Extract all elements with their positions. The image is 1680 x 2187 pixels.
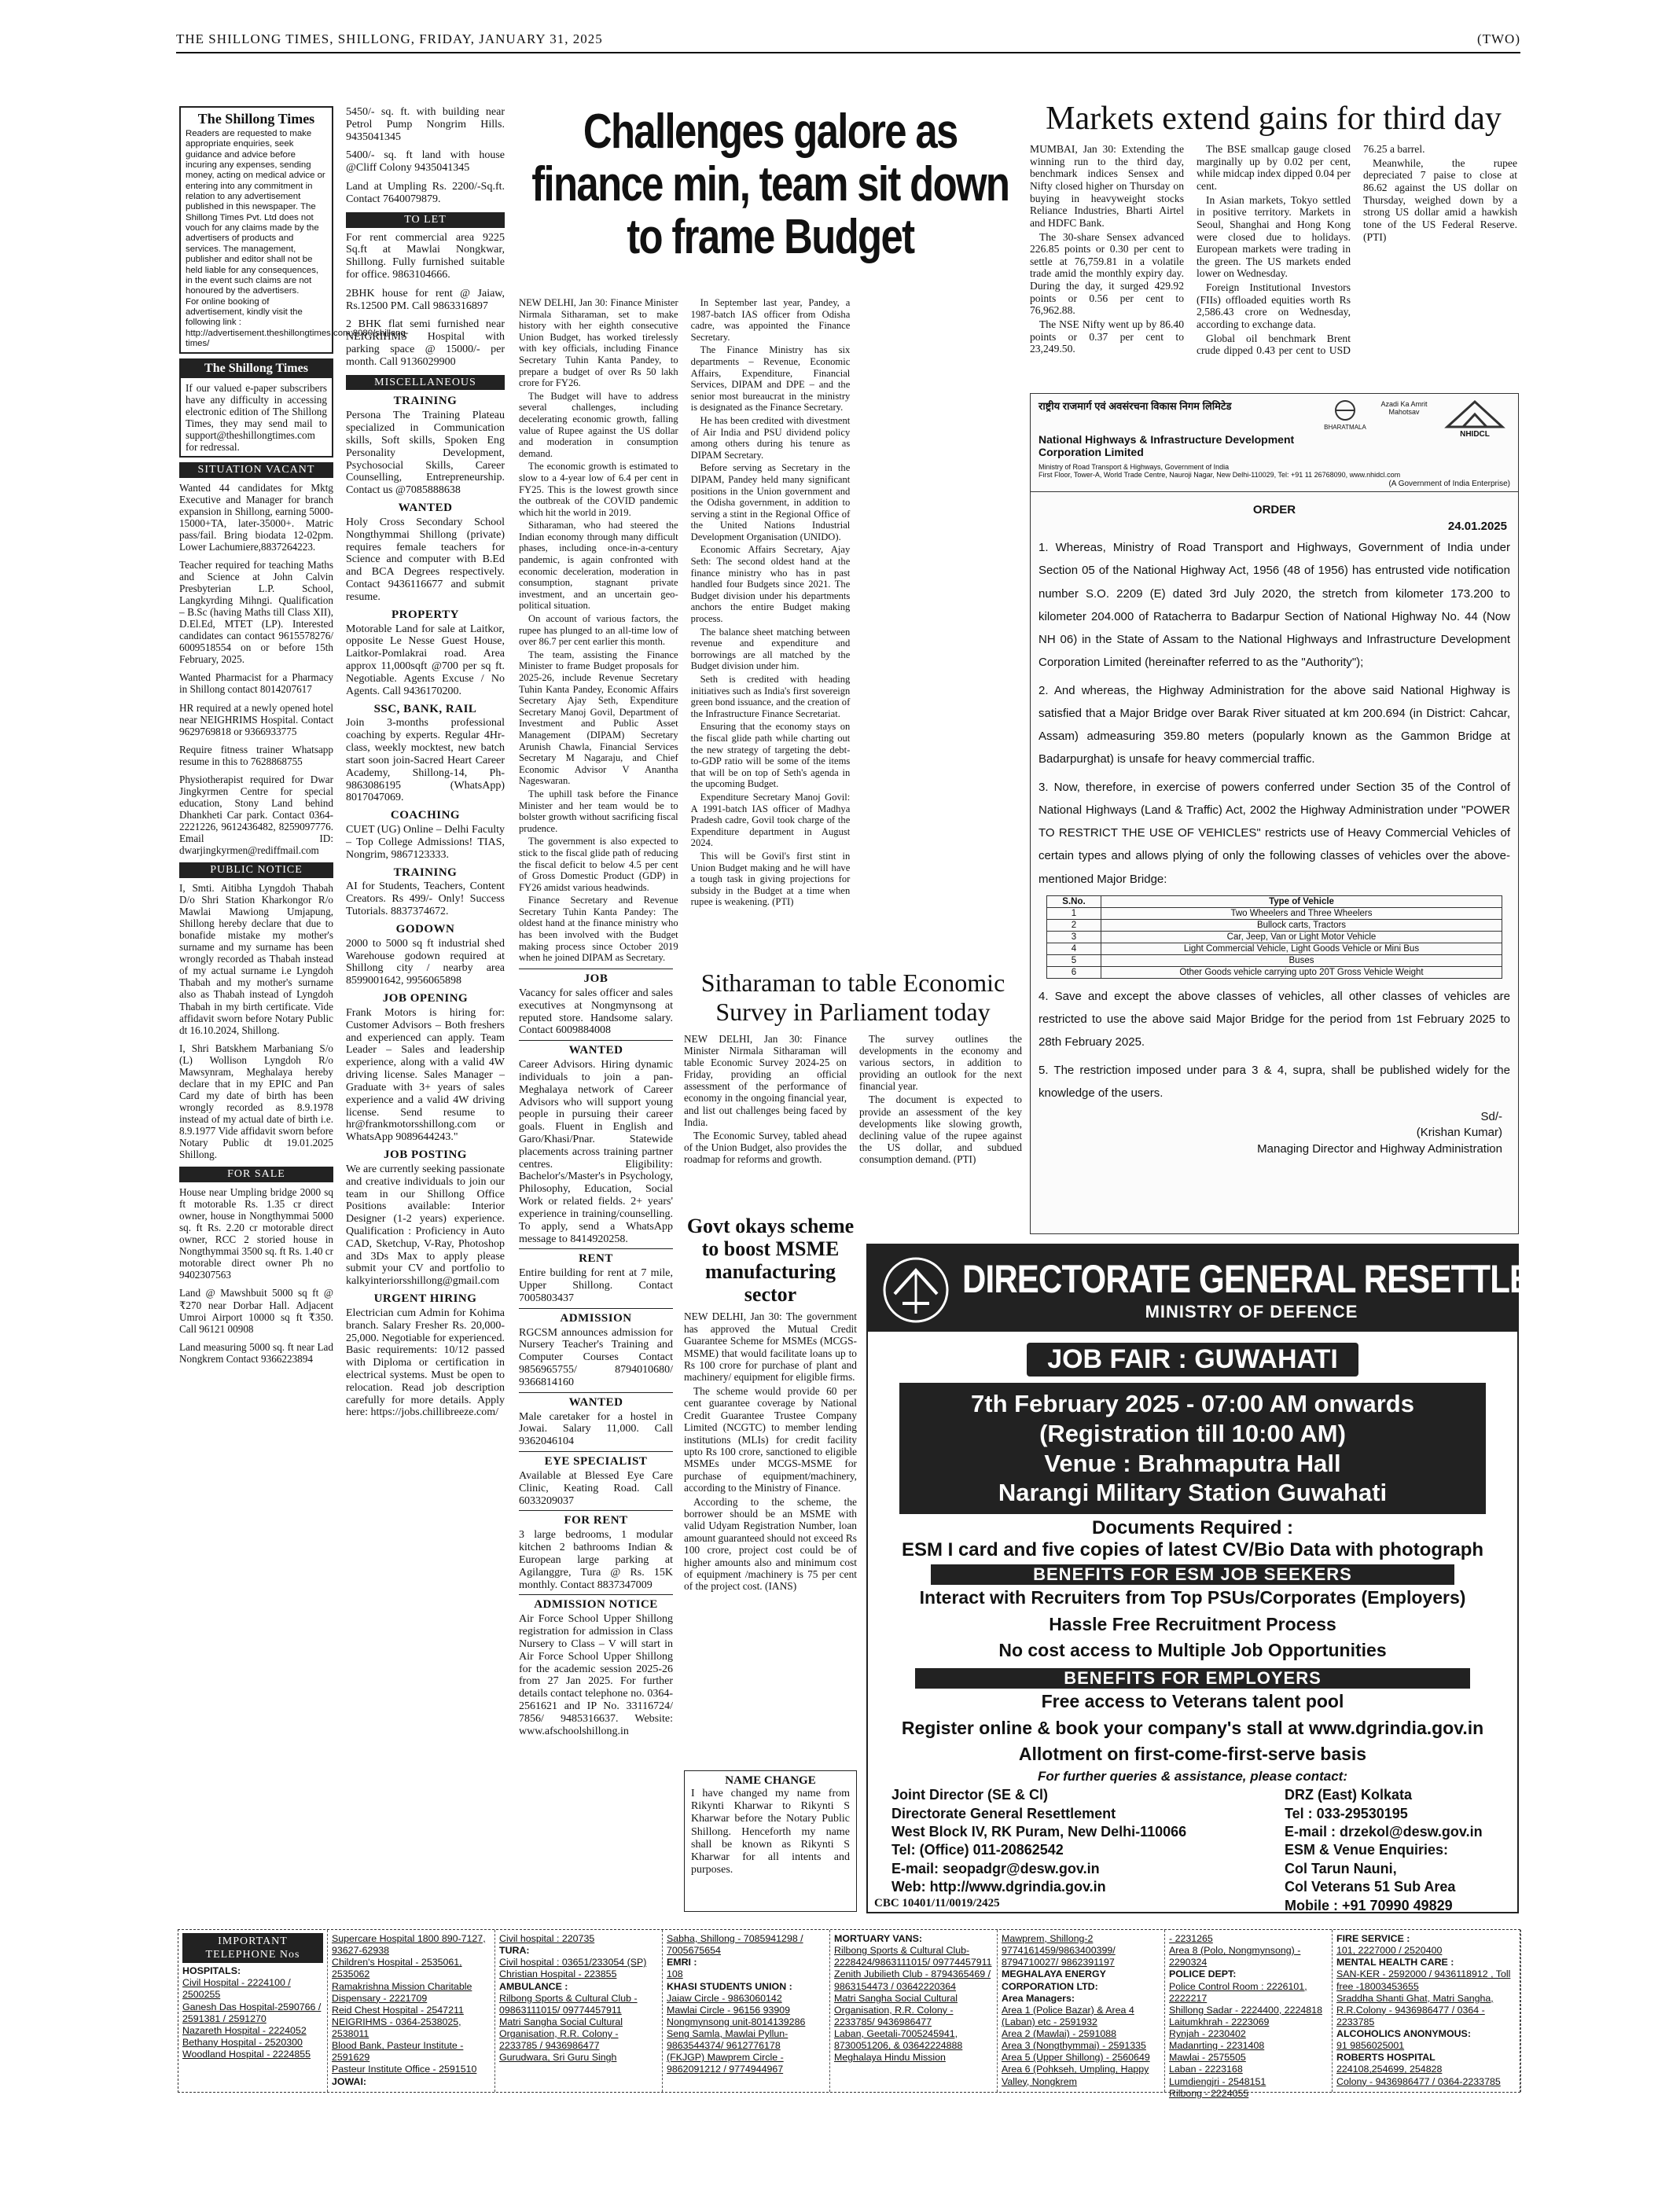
classified-ad: 2000 to 5000 sq ft industrial shed Warehouse godown required at Shillong city / nearby area 8599001642, 9956065898 [346, 937, 505, 987]
directory-entry: Area 3 (Nongthymmai) - 2591335 [1002, 2040, 1146, 2052]
classified-ad: CUET (UG) Online – Delhi Faculty – Top College Admissions! TIAS, Nongrim, 9867123333. [346, 824, 505, 861]
directory-entry: TURA: [499, 1945, 530, 1957]
row-number: 6 [1047, 966, 1101, 978]
directory-entry: Blood Bank, Pasteur Institute - 2591629 [332, 2040, 464, 2064]
classified-heading: SSC, BANK, RAIL [373, 702, 477, 715]
directory-entry: Lumdiengjri - 2548151 [1169, 2075, 1266, 2087]
order-date: 24.01.2025 [1447, 520, 1507, 533]
directory-entry: HOSPITALS: [182, 1965, 241, 1977]
article-paragraph: MUMBAI, Jan 30: Extending the winning run to the third day, benchmark indices Sensex and Nifty closed higher on Thursday on buying in heavyweight stocks Reliance Industries, Bharti Airtel and HDFC Bank. [1030, 143, 1184, 229]
msme-headline: Govt okays scheme to boost MSME manufacturing sector [686, 1215, 855, 1307]
directory-entry: Seng Samla, Mawlai Pyllun-9863544374/ 9612776178 [667, 2028, 789, 2052]
classified-box [519, 1308, 673, 1389]
classified-ad: Require fitness trainer Whatsapp resume in this to 7628868755 [179, 743, 333, 767]
list-item: Tel: (Office) 011-20862542 [891, 1842, 1064, 1858]
classified-ad: Electrician cum Admin for Kohima branch. Salary Fresher Rs. 20,000-25,000. Negotiable for experienced. Basic requirements: 10/12 passed with Diploma or certification in electrical systems. Must be open to relocation. Read job description carefully for more details. Apply here: https://jobs.chillibreeze.com/ [346, 1307, 505, 1419]
advertiser-notice-box [179, 106, 409, 354]
order-para-1: 1. Whereas, Ministry of Road Transport and Highways, Government of India under Section 05 of the National Highway Act, 1956 (48 of 1956) has entrusted vide notification number S.O. 2209 (E) dated 3rd July 2020, the stretch from kilometer 173.200 to kilometer 204.000 of Ratacherra to Badarpur Section of National Highway No. 44 (Now NH 06) in the State of Assam to the National Highways and Infrastructure Development Corporation Limited (hereinafter referred to as the "Authority"); [1039, 541, 1510, 670]
directory-column [328, 1930, 495, 2092]
classified-ad: For rent commercial area 9225 Sq.ft at Mawlai Nongkwar, Shillong. Fully furnished suitable for office. 9863104666. [346, 231, 505, 281]
signature-name: (Krishan Kumar) [1416, 1126, 1502, 1140]
classified-heading: TRAINING [393, 395, 458, 408]
job-fair-label: JOB FAIR : GUWAHATI [1027, 1343, 1358, 1377]
article-paragraph: The economic growth is estimated to slow to a 4-year low of 6.4 per cent in FY25. This is the lowest growth since the outbreak of the COVID pandemic which hit the world in 2019. [519, 461, 678, 518]
directory-entry: Mawprem, Shillong-2 9774161459/9863400399/ 8794710027/ 9862391197 [1002, 1933, 1116, 1968]
directory-entry: Area Managers: [1002, 1992, 1075, 2004]
vehicle-type: Buses [1101, 954, 1502, 966]
classified-ad: Air Force School Upper Shillong registration for admission in Class Nursery to Class – V will start in Air Force School Upper Shillong for the academic session 2025-26 from 27 Jan 2025. For further details contact telephone no. 0364-2561621 and IP No. 33116724/ 7856/ 9485316637. Website: www.afschoolshillong.in [519, 1613, 673, 1737]
directory-entry: Area 8 (Polo, Nongmynsong) - 2290324 [1169, 1945, 1301, 1968]
enterprise-tag: (A Government of India Enterprise) [1388, 480, 1510, 488]
epaper-body: If our valued e-paper subscribers have any difficulty in accessing electronic edition of The Shillong Times, they may send mail to support@theshillongtimes.com for redressal. [186, 381, 327, 453]
list-item: Allotment on first-come-first-serve basis [1018, 1743, 1367, 1764]
directory-entry: Matri Sangha Social Cultural Organisation, R.R. Colony - 2233785/ 9436986477 [834, 1992, 958, 2027]
miscellaneous-heading: MISCELLANEOUS [346, 375, 505, 391]
classified-ad: Entire building for rent at 7 mile, Upper Shillong. Contact 7005803437 [519, 1267, 673, 1304]
row-number: 2 [1047, 919, 1101, 931]
contact-left [891, 1786, 1237, 1896]
directory-entry: 108 [667, 1968, 683, 1980]
order-para-3: 3. Now, therefore, in exercise of powers conferred under Section 35 of the Control of National Highways (Land & Traffic) Act, 2002 the Highway Administration under "POWER TO RESTRICT THE USE OF VEHICLES" restricts use of Heavy Commercial Vehicles of certain types and allows plying of only the following classes of vehicles over the above-mentioned Major Bridge: [1039, 780, 1510, 886]
survey-headline: Sitharaman to table Economic Survey in Parliament today [700, 969, 1005, 1026]
directory-entry: Woodland Hospital - 2224855 [182, 2049, 311, 2060]
telephone-directory [178, 1929, 1520, 2099]
classified-box [519, 969, 673, 1037]
directory-entry: Rilbong Sports & Cultural Club-2228424/9863111015/ 09774457911 [834, 1945, 992, 1968]
event-registration: (Registration till 10:00 AM) [1039, 1419, 1346, 1447]
directory-entry: Civil Hospital - 2224100 / 2500255 [182, 1977, 291, 2001]
list-item: Col Tarun Nauni, [1285, 1860, 1397, 1876]
row-number: 3 [1047, 931, 1101, 943]
directory-entry: Civil hospital : 220735 [499, 1933, 595, 1944]
directory-entry: 91 9856025001 [1336, 2040, 1405, 2052]
event-details-box [899, 1383, 1486, 1514]
article-paragraph: Ensuring that the economy stays on the fiscal glide path while charting out the new strategy of targeting the debt-to-GDP ratio will be some of the items that will be on top of Seth's agenda in the upcoming Budget. [690, 721, 851, 790]
list-item: Col Veterans 51 Sub Area [1285, 1879, 1456, 1895]
miscellaneous-listings [346, 395, 505, 1419]
event-date: 7th February 2025 - 07:00 AM onwards [971, 1390, 1414, 1417]
survey-body [684, 1033, 1022, 1182]
lead-headline-box [519, 106, 1022, 283]
sidebar-classifieds [179, 462, 333, 1365]
name-change-text: I have changed my name from Rikynti Kharwar to Rikynti S Kharwar before the Notary Public Shillong. Henceforth my name shall be known as Rikynti S Kharwar for all intents and purposes. [691, 1788, 850, 1876]
classified-heading: PROPERTY [392, 608, 459, 621]
order-signature [1031, 1109, 1502, 1157]
directory-entry: Children's Hospital - 2535061, 2535062 [332, 1957, 462, 1980]
msme-article [684, 1215, 857, 1745]
article-paragraph: Sitharaman, who had steered the Indian economy through many difficult phases, including once-in-a-century pandemic, is again confronted with economic deceleration, moderation in consumption, stagnant private investment, and an uncertain geo-political situation. [519, 520, 678, 612]
classified-heading: GODOWN [395, 922, 455, 935]
classified-heading: WANTED [568, 1044, 623, 1057]
classified-heading: TRAINING [393, 866, 458, 879]
directory-entry: MEGHALAYA ENERGY CORPORATION LTD: [1002, 1968, 1106, 1992]
directory-title: IMPORTANT TELEPHONE Nos [182, 1933, 323, 1963]
directory-entry: Jaiaw Circle - 9863060142 [667, 1992, 782, 2004]
epaper-notice-box [179, 358, 333, 458]
nhidcl-order-notice [1030, 393, 1519, 1234]
article-paragraph: Economic Affairs Secretary, Ajay Seth: The second oldest hand at the finance ministry who has in past handled four Budgets since 2021. The Budget division under his departments anchors the entire Budget making process. [690, 544, 851, 625]
classified-heading: COACHING [390, 809, 461, 822]
list-item: Web: http://www.dgrindia.gov.in [891, 1879, 1106, 1895]
list-item: No cost access to Multiple Job Opportunities [998, 1639, 1387, 1660]
classified-ad: Land measuring 5000 sq. ft near Lad Nongkrem Contact 9366223894 [179, 1340, 333, 1365]
directory-entry: Rynjah - 2230402 [1169, 2028, 1246, 2039]
classified-ad: 2BHK house for rent @ Jaiaw, Rs.12500 PM. Call 9863316897 [346, 287, 505, 312]
directory-entry: Area 2 (Mawlai) - 2591088 [1002, 2028, 1117, 2039]
classified-ad: Join 3-months professional coaching by experts. Regular 4Hr-class, weekly mocktest, new batch start soon join-Sacred Heart Career Academy, Shillong-14, Ph-9863086195 (WhatsApp) 8017047069. [346, 717, 505, 804]
article-paragraph: The survey outlines the developments in the economy and various sectors, in addition to providing an outlook for the next financial year. [859, 1032, 1022, 1093]
article-paragraph: Finance Secretary and Revenue Secretary Tuhin Kanta Pandey: The oldest hand at the finance ministry who has been involved with the Budget making process since October 2019 when he joined DIPAM as Secretary. [519, 895, 678, 964]
classified-ad: House near Umpling bridge 2000 sq ft motorable Rs. 1.35 cr direct owner, house in Nongthymmai 5000 sq. ft Rs. 2.20 cr motorable direct owner, RCC 2 storied house in Nongthymmai 3500 sq. ft Rs. 1.40 cr motorable direct owner Ph no 9402307563 [179, 1186, 333, 1281]
section-heading: SITUATION VACANT [179, 462, 333, 478]
row-number: 4 [1047, 943, 1101, 954]
table-header-sno: S.No. [1047, 895, 1101, 907]
markets-body [1030, 143, 1517, 367]
directory-entry: AMBULANCE : [499, 1980, 568, 1992]
org-address: First Floor, Tower-A, World Trade Centre, Nauroji Nagar, New Delhi-110029, Tel: +91 11 26768090, www.nhidcl.com [1039, 471, 1401, 479]
list-item: ESM & Venue Enquiries: [1285, 1842, 1449, 1858]
article-paragraph: The NSE Nifty went up by 86.40 points or 0.37 per cent to 23,249.50. [1030, 318, 1184, 355]
article-paragraph: The government is also expected to stick to the fiscal glide path of reducing the fiscal deficit to below 4.5 per cent of Gross Domestic Product (GDP) in FY26 amidst various headwinds. [519, 836, 678, 893]
classified-box [519, 1510, 673, 1591]
classified-heading: JOB POSTING [384, 1148, 467, 1161]
directory-entry: EMRI : [667, 1957, 697, 1968]
list-item: Directorate General Resettlement [891, 1805, 1116, 1821]
sidebar-column [179, 106, 409, 1365]
directory-entry: Ganesh Das Hospital-2590766 / 2591381 / 2591270 [182, 2001, 322, 2024]
classified-ad: Land @ Mawshbuit 5000 sq ft @ ₹270 near Dorbar Hall. Adjacent Umroi Airport 10000 sq ft ₹350. Call 96121 00908 [179, 1287, 333, 1335]
directory-column [998, 1930, 1165, 2092]
vehicle-type: Bullock carts, Tractors [1101, 919, 1502, 931]
org-name: National Highways & Infrastructure Development Corporation Limited [1039, 433, 1295, 458]
directory-entry: Area 1 (Police Bazar) & Area 4 (Laban) etc - 2591932 [1002, 2004, 1134, 2027]
directory-entry: MORTUARY VANS: [834, 1933, 922, 1944]
classified-heading: RENT [579, 1252, 613, 1266]
directory-entry: Colony - 9436986477 / 0364-2233785 [1336, 2075, 1501, 2087]
signature-designation: Managing Director and Highway Administration [1257, 1141, 1502, 1156]
article-paragraph: Expenditure Secretary Manoj Govil: A 1991-batch IAS officer of Madhya Pradesh cadre, Govil took charge of the Expenditure department in August 2024. [690, 791, 851, 849]
article-paragraph: Before serving as Secretary in the DIPAM, Pandey held many significant positions in the Union government and the Odisha government, in addition to serving a stint in the Regional Office of the United Nations Industrial Development Organisation (UNIDO). [690, 462, 851, 542]
article-paragraph: According to the scheme, the borrower should be an MSME with valid Udyam Registration Number, loan amount guaranteed should not exceed Rs 100 crore, project cost could be of higher amounts also and minimum cost of equipment /machinery is 75 per cent of the project cost. (IANS) [684, 1495, 857, 1593]
article-paragraph: The balance sheet matching between revenue and expenditure and borrowings are all matched by the Budget division under him. [690, 626, 851, 672]
classified-heading: ADMISSION [560, 1311, 632, 1325]
to-let-heading: TO LET [346, 212, 505, 228]
directory-entry: ROBERTS HOSPITAL [1336, 2052, 1436, 2064]
directory-entry: Madanrting - 2231408 [1169, 2040, 1265, 2052]
article-paragraph: This will be Govil's first stint in Union Budget making and he will have a tough task in giving projections for subsidy in the Budget at a time when rupee is weakening. (PTI) [690, 850, 851, 908]
nhidcl-logo: NHIDCL [1439, 399, 1510, 439]
directory-entry: Sabha, Shillong - 7085941298 / 7005675654 [667, 1933, 803, 1957]
directory-entry: Matri Sangha Social Cultural Organisation, R.R. Colony - 2233785 / 9436986477 [499, 2016, 623, 2052]
classified-ad: 5450/- sq. ft. with building near Petrol Pump Nongrim Hills. 9435041345 [346, 106, 505, 143]
dgr-job-fair-ad [866, 1244, 1622, 1913]
directory-entry: Mawlai - 2575505 [1169, 2052, 1246, 2064]
article-paragraph: NEW DELHI, Jan 30: Finance Minister Nirmala Sitharaman, set to make history with her eighth consecutive Union Budget, has worked tirelessly with key officials, including Finance Secretary Tuhin Kanta Pandey, to prepare a budget of over Rs 50 lakh crore for FY26. [519, 297, 678, 389]
list-item: Register online & book your company's stall at www.dgrindia.gov.in [901, 1717, 1484, 1738]
article-paragraph: The BSE smallcap gauge closed marginally up by 0.02 per cent, while midcap index dipped 0.04 per cent. [1197, 143, 1351, 193]
markets-headline: Markets extend gains for third day [1046, 101, 1502, 137]
directory-entry: FIRE SERVICE : [1336, 1933, 1410, 1944]
classified-ad: Vacancy for sales officer and sales executives at Nongmynsong at reputed store. Handsome salary. Contact 6009884008 [519, 987, 673, 1037]
order-para-4: 4. Save and except the above classes of vehicles, all other classes of vehicles are restricted to use the above said Major Bridge for the period from 1st February 2025 to 28th February 2025. [1039, 989, 1510, 1049]
article-paragraph: The 30-share Sensex advanced 226.85 points or 0.30 per cent to settle at 76,759.81 in a volatile trade amid the monthly expiry day. During the day, it surged 429.92 points or 0.56 per cent to 76,962.88. [1030, 230, 1184, 317]
list-item: West Block IV, RK Puram, New Delhi-110066 [891, 1824, 1187, 1840]
directory-entry: 101, 2227000 / 2520400 [1336, 1945, 1443, 1957]
classified-ad: Wanted Pharmacist for a Pharmacy in Shillong contact 8014207617 [179, 671, 333, 696]
vehicle-type: Light Commercial Vehicle, Light Goods Vehicle or Mini Bus [1101, 943, 1502, 954]
lower-classifieds-column [519, 969, 673, 1912]
table-row [1047, 954, 1502, 966]
lead-article-body [519, 297, 1022, 964]
directory-entry: 224108,254699, 254828 [1336, 2064, 1443, 2075]
article-paragraph: The Finance Ministry has six departments – Revenue, Economic Affairs, Expenditure, Financial Services, DIPAM and DPE – and the senior most bureaucrat in the ministry is designated as the Finance Secretary. [690, 344, 851, 414]
vehicle-class-table [1046, 895, 1502, 979]
classified-ad: Frank Motors is hiring for: Customer Advisors – Both freshers and experienced can apply. Team Leader – Sales and leadership experience, along with a valid 4W driving license. Sales Manager – Graduate with 3+ years of sales experience and a valid 4W driving license. Send resume to hr@frankmotorsshillong.com or WhatsApp 9089644243." [346, 1007, 505, 1144]
directory-entry: Ramakrishna Mission Charitable Dispensary - 2221709 [332, 1980, 472, 2004]
directory-entry: Rilbong - 2224055 [1169, 2087, 1249, 2099]
article-paragraph: Seth is credited with heading initiatives such as India's first sovereign green bond issuance, and the creation of the Infrastructure Finance Secretariat. [690, 674, 851, 719]
classified-ad: 5400/- sq. ft land with house @Cliff Colony 9435041345 [346, 149, 505, 175]
classified-ad: Available at Blessed Eye Care Clinic, Keating Road. Call 6033209037 [519, 1470, 673, 1507]
table-row [1047, 966, 1502, 978]
table-row [1047, 919, 1502, 931]
documents-title: Documents Required : [1091, 1517, 1294, 1539]
classified-ad: RGCSM announces admission for Nursery Teacher's Training and Computer Courses Contact 9856965755/ 8794010680/ 9366814160 [519, 1326, 673, 1388]
classified-ad: Motorable Land for sale at Laitkor, opposite Le Nesse Guest House, Laitkor-Pomlakrai road. Area approx 11,000sqft @700 per sq ft. Negotiable. Agents Excuse / No Agents. Call 9436170200. [346, 623, 505, 697]
directory-column [663, 1930, 830, 2092]
org-ministry: Ministry of Road Transport & Highways, Government of India [1039, 463, 1230, 471]
name-change-box [684, 1770, 857, 1912]
directory-entry: Area 6 (Pohkseh, Umpling, Happy Valley, Nongkrem [1002, 2064, 1149, 2087]
list-item: Free access to Veterans talent pool [1041, 1691, 1344, 1712]
section-heading: FOR SALE [179, 1167, 333, 1182]
classified-heading: WANTED [398, 502, 453, 515]
directory-entry: ALCOHOLICS ANONYMOUS: [1336, 2028, 1471, 2039]
name-change-title: NAME CHANGE [725, 1774, 816, 1787]
article-paragraph: The document is expected to provide an assessment of the key developments like slowing growth, declining value of the rupee against the US dollar, and subdued consumption demand. (PTI) [859, 1094, 1022, 1166]
contact-right [1285, 1786, 1513, 1915]
classified-ad: HR required at a newly opened hotel near NEIGHRIMS Hospital. Contact 9629769818 or 9366933775 [179, 701, 333, 737]
classified-ad: Land at Umpling Rs. 2200/-Sq.ft. Contact 7640079879. [346, 181, 505, 205]
article-paragraph: Global oil benchmark Brent crude dipped 0.43 per cent to USD 76.25 a barrel. [1197, 143, 1425, 357]
row-number: 5 [1047, 954, 1101, 966]
article-paragraph: In Asian markets, Tokyo settled in positive territory. Markets in Seoul, Shanghai and Hong Kong were closed due to holidays. European markets were trading in the green. The US markets ended lower on Wednesday. [1197, 193, 1351, 280]
seekers-heading: BENEFITS FOR ESM JOB SEEKERS [931, 1564, 1454, 1585]
event-venue: Venue : Brahmaputra Hall [1044, 1449, 1341, 1477]
classified-ad: AI for Students, Teachers, Content Creators. Rs 499/- Only! Success Tutorials. 8837374672. [346, 880, 505, 918]
directory-entry: POLICE DEPT: [1169, 1968, 1237, 1980]
list-item: Hassle Free Recruitment Process [1049, 1613, 1336, 1634]
order-title: ORDER [1252, 503, 1296, 516]
order-para-5: 5. The restriction imposed under para 3 & 4, supra, shall be published widely for the knowledge of the users. [1039, 1063, 1510, 1100]
classified-ad: 2 BHK flat semi furnished near NEIGRIHMS Hospital with parking space @ 15000/- per month. Call 9136029900 [346, 318, 505, 368]
table-row [1047, 907, 1502, 919]
classified-ad: I, Shri Batskhem Marbaniang S/o (L) Wollison Lyngdoh R/o Mawsynram, Meghalaya hereby declare that in my EPIC and Pan Card my date of birth has been wrongly recorded as 8.9.1978 instead of my actual date of birth i.e. 8.9.1977 Vide affidavit sworn before Notary Public dt 19.01.2025 Shillong. [179, 1042, 333, 1161]
row-number: 1 [1047, 907, 1101, 919]
directory-entry: MENTAL HEALTH CARE : [1336, 1957, 1454, 1968]
dgr-title: DIRECTORATE GENERAL RESETTLEMENT [962, 1257, 1622, 1301]
classified-box [519, 1248, 673, 1304]
list-item: E-mail: seopadgr@desw.gov.in [891, 1860, 1100, 1876]
article-paragraph: He has been credited with divestment of Air India and PSU dividend policy among others during his tenure as DIPAM Secretary. [690, 414, 851, 461]
employers-heading: BENEFITS FOR EMPLOYERS [915, 1668, 1470, 1689]
classified-ad: Wanted 44 candidates for Mktg Executive and Manager for branch expansion in Shillong, earning 5000-15000+TA, later-35000+. Matric pass/fail. Bring biodata 12-02pm. Lower Lachumiere,8837264223. [179, 481, 333, 553]
dgr-banner [868, 1245, 1622, 1332]
article-paragraph: NEW DELHI, Jan 30: The government has approved the Mutual Credit Guarantee Scheme for MSMEs (MCGS-MSME) that would facilitate loans up to Rs 100 crore for purchase of plant and machinery/ equipment for eligible firms. [684, 1310, 857, 1384]
page-header [176, 31, 1520, 47]
directory-entry: Police Control Room : 2226101, 2222217 [1169, 1980, 1307, 2004]
masthead-text: THE SHILLONG TIMES, SHILLONG, FRIDAY, JANUARY 31, 2025 [176, 31, 603, 46]
survey-article [684, 969, 1022, 1204]
azadi-logo: Azadi Ka Amrit Mahotsav [1380, 400, 1428, 416]
employers-benefits [868, 1689, 1517, 1767]
classified-ad: I, Smti. Aitibha Lyngdoh Thabah D/o Shri Station Kharkongor R/o Mawlai Mawiong Umjapung, Shillong hereby declare that due to bonafide mistake my mother's surname and my surname has been wrongly recorded as Thabah instead of my actual surname i.e Lyngdoh Thabah and my mother's surname also as Thabah instead of Lyngdoh Thabah in my birth certificate. Vide affidavit sworn before Notary Public dt 16.10.2024, Shillong. [179, 882, 333, 1036]
dgr-subtitle: MINISTRY OF DEFENCE [1145, 1302, 1358, 1321]
list-item: Joint Director (SE & Cl) [891, 1787, 1049, 1803]
defence-emblem-icon [879, 1255, 954, 1325]
msme-body [684, 1310, 857, 1592]
header-rule [176, 52, 1520, 53]
classified-heading: WANTED [568, 1395, 623, 1409]
seekers-benefits [868, 1585, 1517, 1663]
directory-entry: JOWAI: [332, 2075, 367, 2087]
classified-heading: FOR RENT [564, 1514, 628, 1527]
order-para-2: 2. And whereas, the Highway Administration for the above said National Highway is satisfied that a Major Bridge over Barak River situated at km 200.694 (in District: Cahcar, Assam) admeasuring 359.80 meters (popularly known as the Gammon Bridge at Badarpurghat) is unsafe for heavy commercial traffic. [1039, 683, 1510, 766]
article-paragraph: The Economic Survey, tabled ahead of the Union Budget, also provides the roadmap for reforms and growth. [684, 1129, 847, 1166]
classified-ad: Career Advisors. Hiring dynamic individuals to join a pan-Meghalaya network of Career Advisors who will support young people in pursuing their career goals. Fluent in English and Garo/Khasi/Pnar. Statewide placements across training partner centres. Eligibility: Bachelor's/Master's in Psychology, Philosophy, Education, Social Work or related fields. 2+ years' experience in training/counselling. To apply, send a WhatsApp message to 8414920258. [519, 1059, 673, 1245]
directory-entry: Zenith Jubilieth Club - 8794365469 / 9863154473 / 03642220364 [834, 1968, 991, 1992]
classified-heading: JOB [583, 972, 608, 985]
directory-entry: SAN-KER - 2592000 / 9436118912 , Toll free -18003453655 [1336, 1968, 1511, 1992]
classified-box [519, 1040, 673, 1245]
article-paragraph: The scheme would provide 60 per cent guarantee coverage by National Credit Guarantee Trustee Company Limited (NCGTC) to member lending institutions (MLIs) for credit facility upto Rs 100 crore, sanctioned to eligible MSMEs under MCGS-MSME for purchase of equipment/machinery, according to the Ministry of Finance. [684, 1384, 857, 1494]
list-item: Mobile : +91 70990 49829 [1285, 1897, 1453, 1913]
lead-headline: Challenges galore as finance min, team sit down to frame Budget [531, 105, 1009, 264]
directory-column [830, 1930, 998, 2092]
directory-entry: Sraddha Shanti Ghat, Matri Sangha, R.R.Colony - 9436986477 / 0364 - 2233785 [1336, 1992, 1494, 2027]
classified-box [519, 1594, 673, 1737]
table-row [1047, 931, 1502, 943]
classified-box [519, 1451, 673, 1507]
directory-entry: Rilbong Sports & Cultural Club - 09863111015/ 09774457911 [499, 1992, 638, 2016]
directory-entry: Shillong Sadar - 2224400, 2224818 [1169, 2004, 1322, 2016]
directory-column [1333, 1930, 1521, 2092]
section-heading: PUBLIC NOTICE [179, 862, 333, 878]
list-item: DRZ (East) Kolkata [1285, 1787, 1413, 1803]
list-item: Tel : 033-29530195 [1285, 1805, 1408, 1821]
event-station: Narangi Military Station Guwahati [998, 1479, 1388, 1507]
directory-column [178, 1930, 328, 2092]
directory-entry: Laban - 2223168 [1169, 2064, 1243, 2075]
vehicle-type: Two Wheelers and Three Wheelers [1101, 907, 1502, 919]
classified-ad: Holy Cross Secondary School Nongthymmai Shillong (private) requires female teachers for Science and computer with B.Ed and BCA Degrees respectively. Contact 9436116677 and submit resume. [346, 516, 505, 603]
directory-entry: NEIGRIHMS - 0364-2538025, 2538011 [332, 2016, 461, 2039]
classified-ad: Teacher required for teaching Maths and Science at John Calvin Presbyterian L.P. School, Langkyrding Mihngi. Qualification – B.Sc (having Maths till Class XII), D.El.Ed, MTET (LP). Interested candidates can contact 9615578276/ 6009518554 on or before 15th February, 2025. [179, 559, 333, 666]
notice-body: Readers are requested to make appropriate enquiries, seek guidance and advice before incuring any expenses, sending money, acting on medical advice or entering into any commitment in relation to any advertisement published in this newspaper. The Shillong Times Pvt. Ltd does not vouch for any claims made by the advertisers of products and services. The management, publisher and editor shall not be held liable for any consequences, in the event such claims are not honoured by the advertisers. [186, 129, 325, 296]
article-paragraph: Foreign Institutional Investors (FIIs) offloaded equities worth Rs 2,586.43 crore on Wednesday, according to exchange data. [1197, 281, 1351, 330]
directory-entry: Laban, Geetali-7005245941, 8730051206, & 03642224888 [834, 2028, 963, 2052]
directory-entry: Gurudwara, Sri Guru Singh [499, 2052, 617, 2064]
directory-entry: Bethany Hospital - 2520300 [182, 2036, 303, 2048]
classified-heading: EYE SPECIALIST [544, 1455, 648, 1468]
org-name-hindi: राष्ट्रीय राजमार्ग एवं अवसंरचना विकास निगम लिमिटेड [1039, 400, 1232, 412]
vehicle-type: Other Goods vehicle carrying upto 20T Gross Vehicle Weight [1101, 966, 1502, 978]
directory-entry: (FKJGP) Mawprem Circle - 9862091212 / 9774944967 [667, 2052, 784, 2075]
page-number: (TWO) [1476, 31, 1520, 46]
directory-entry: Laitumkhrah - 2223069 [1169, 2016, 1270, 2027]
org-logos [1322, 399, 1510, 439]
classified-ad: Persona The Training Plateau specialized in Communication skills, Soft skills, Spoken Eng Personality Development, Psychosocial Skills, Career Counselling, Entrepreneurship. Contact us @7085888638 [346, 410, 505, 497]
to-let-listings [346, 232, 505, 369]
classified-heading: URGENT HIRING [373, 1292, 477, 1305]
article-paragraph: The team, assisting the Finance Minister to frame Budget proposals for 2025-26, include Revenue Secretary Tuhin Kanta Pandey, Economic Affairs Secretary Ajay Seth, Expenditure Secretary Manoj Govil, Department of Investment and Public Asset Management (DIPAM) Secretary Arunish Chawla, Financial Services Secretary M Nagaraju, and Chief Economic Advisor V Anantha Nageswaran. [519, 649, 678, 787]
list-item: Interact with Recruiters from Top PSUs/Corporates (Employers) [919, 1587, 1466, 1608]
article-paragraph: On account of various factors, the rupee has plunged to an all-time low of over 86.7 per cent earlier this month. [519, 613, 678, 648]
classified-heading: ADMISSION NOTICE [534, 1598, 658, 1612]
markets-article [1030, 101, 1517, 384]
directory-column [495, 1930, 663, 2092]
classified-ad: Male caretaker for a hostel in Jowai. Salary 11,000. Call 9362046104 [519, 1410, 673, 1448]
epaper-title: The Shillong Times [181, 360, 332, 377]
classified-ad: We are currently seeking passionate and creative individuals to join our team in our Shillong Office Positions available: Interior Designer (1-2 years) experience. Qualification : Proficiency in Auto CAD, Sketchup, V-Ray, Photoshop and 3Ds Max to apply please submit your CV and portfolio to kalkyinteriorsshillong@gmail.com [346, 1163, 505, 1288]
classified-ad: Physiotherapist required for Dwar Jingkyrmen Centre for special education, Stony Land behind Dhankheti Car park. Contact 0364-2221226, 9612436482, 8259097776. Email ID: dwarjingkyrmen@rediffmail.com [179, 773, 333, 857]
article-paragraph: The uphill task before the Finance Minister and her team would be to bolster growth without sacrificing fiscal prudence. [519, 788, 678, 834]
directory-entry: Christian Hospital - 223855 [499, 1968, 617, 1980]
article-paragraph: In September last year, Pandey, a 1987-batch IAS officer from Odisha cadre, was appointed the Finance Secretary. [690, 297, 851, 343]
ad-reference: CBC 10401/11/0019/2425 [874, 1897, 1000, 1909]
directory-column [1165, 1930, 1333, 2099]
signature-sd: Sd/- [1480, 1110, 1502, 1123]
order-header [1031, 394, 1518, 492]
directory-entry: Supercare Hospital 1800 890-7127, 93627-62938 [332, 1933, 486, 1957]
article-paragraph: Meanwhile, the rupee depreciated 7 paise to close at 86.62 against the US dollar on Thursday, weighed down by a strong US dollar amid a hawkish tone of the US Federal Reserve. (PTI) [1363, 156, 1517, 243]
classified-heading: JOB OPENING [382, 992, 469, 1005]
directory-entry: Area 5 (Upper Shillong) - 2560649 [1002, 2052, 1150, 2064]
article-paragraph: NEW DELHI, Jan 30: Finance Minister Nirmala Sitharaman will table Economic Survey 2024-25 on Friday, providing an official assessment of the performance of economy in the ongoing financial year, and list out challenges being faced by India. [684, 1032, 847, 1128]
land-listings [346, 106, 505, 206]
classified-box [519, 1392, 673, 1448]
notice-title: The Shillong Times [197, 111, 315, 127]
directory-entry: Reid Chest Hospital - 2547211 [332, 2004, 464, 2016]
directory-entry: Nongmynsong unit-8014139286 [667, 2016, 806, 2027]
article-paragraph: The Budget will have to address several challenges, including decelerating economic growth, falling value of Rupee against the US dollar and moderation in consumption demand. [519, 390, 678, 459]
notice-online: For online booking of advertisement, kindly visit the following link : http://advertisement.theshillongtimes.com:8080/shillong-times/ [186, 296, 409, 348]
directory-entry: Pasteur Institute Office - 2591510 [332, 2064, 477, 2075]
directory-entry: Meghalaya Hindu Mission [834, 2052, 946, 2064]
table-row [1047, 943, 1502, 954]
directory-entry: Civil hospital : 03651/233054 (SP) [499, 1957, 647, 1968]
directory-entry: KHASI STUDENTS UNION : [667, 1980, 792, 1992]
classified-ad: 3 large bedrooms, 1 modular kitchen 2 bathrooms Indian & European large parking at Agilanggre, Tura @ Rs. 15K monthly. Contact 8837347009 [519, 1529, 673, 1591]
directory-entry: - 2231265 [1169, 1933, 1213, 1944]
directory-entry: Mawlai Circle - 96156 93909 [667, 2004, 791, 2016]
directory-entry: Nazareth Hospital - 2224052 [182, 2024, 307, 2036]
contact-heading: For further queries & assistance, please contact: [1038, 1769, 1347, 1785]
vehicle-type: Car, Jeep, Van or Light Motor Vehicle [1101, 931, 1502, 943]
classifieds-column [346, 106, 505, 1419]
documents-required: ESM I card and five copies of latest CV/Bio Data with photograph [901, 1539, 1484, 1561]
list-item: E-mail : drzekol@desw.gov.in [1285, 1824, 1483, 1840]
table-header-type: Type of Vehicle [1101, 895, 1502, 907]
bharatmala-logo: BHARATMALA [1322, 399, 1369, 431]
